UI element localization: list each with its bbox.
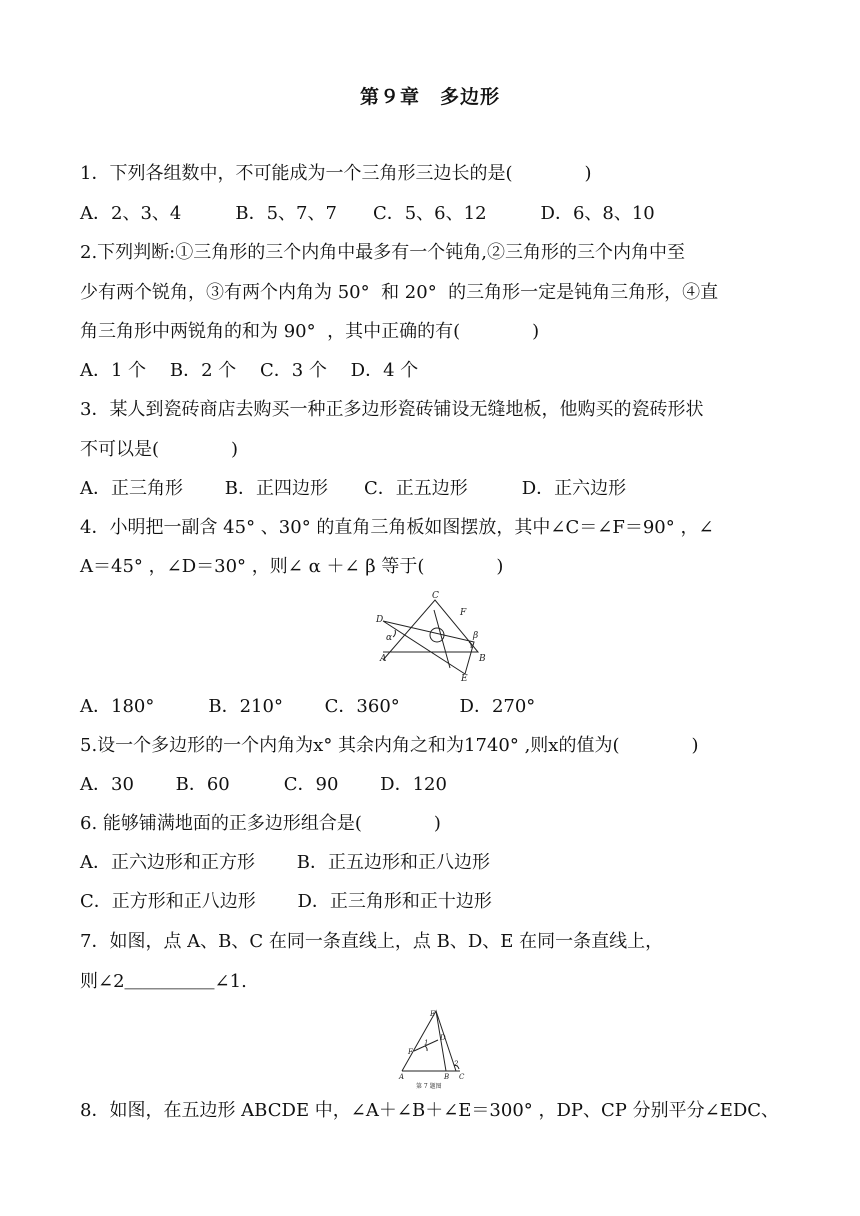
q6-options-row1: A．正六边形和正方形 B．正五边形和正八边形 [80,852,490,873]
fig4-label-e: E [461,674,468,684]
fig7-label-c: C [459,1073,465,1081]
q2-options: A．1 个 B．2 个 C．3 个 D．4 个 [80,360,419,381]
q7-stem-line1: 7．如图，点 A、B、C 在同一条直线上，点 B、D、E 在同一条直线上， [80,931,664,952]
fig7-caption: 第 7 题图 [416,1083,442,1090]
q7-triangle-figure [392,1007,472,1091]
q2-stem-line1: 2.下列判断:①三角形的三个内角中最多有一个钝角,②三角形的三个内角中至 [80,242,685,263]
fig4-label-c: C [432,591,439,601]
fig4-label-alpha: α [386,633,393,643]
fig4-label-beta: β [473,631,479,641]
fig7-label-e: E [430,1010,436,1018]
q1-stem: 1．下列各组数中，不可能成为一个三角形三边长的是( ) [80,163,592,184]
q4-options: A．180° B．210° C．360° D．270° [80,696,536,717]
q5-options: A．30 B．60 C．90 D．120 [80,774,447,795]
q1-options: A．2、3、4 B．5、7、7 C．5、6、12 D．6、8、10 [80,203,655,224]
q3-stem-line2: 不可以是( ) [80,439,239,460]
fig4-label-b: B [479,654,486,664]
chapter-title: 第９章 多边形 [359,86,500,108]
fig7-label-b: B [444,1073,450,1081]
fig4-label-f: F [460,608,467,618]
q4-stem-line2: A＝45° ，∠D＝30° ，则∠ α ＋∠ β 等于( ) [80,556,504,577]
q2-stem-line2: 少有两个锐角，③有两个内角为 50° 和 20° 的三角形一定是钝角三角形，④直 [80,282,719,303]
fig7-label-one: 1 [424,1039,429,1047]
q5-stem: 5.设一个多边形的一个内角为x° 其余内角之和为1740° ,则x的值为( ) [80,735,699,756]
fig4-label-a: A [380,654,387,664]
q8-stem: 8．如图，在五边形 ABCDE 中，∠A＋∠B＋∠E＝300° ，DP、CP 分别平分∠EDC、 [80,1100,780,1121]
q7-stem-line2: 则∠2＿＿＿＿＿∠1. [80,971,247,992]
q3-stem-line1: 3．某人到瓷砖商店去购买一种正多边形瓷砖铺设无缝地板，他购买的瓷砖形状 [80,399,704,420]
q4-stem-line1: 4．小明把一副含 45° 、30° 的直角三角板如图摆放，其中∠C＝∠F＝90° ，∠ [80,517,714,538]
q4-triangles-figure [368,588,494,684]
fig7-label-two: 2 [454,1060,459,1068]
fig7-label-a: A [399,1073,405,1081]
q3-options: A．正三角形 B．正四边形 C．正五边形 D．正六边形 [80,478,627,499]
q2-stem-line3: 角三角形中两锐角的和为 90° ，其中正确的有( ) [80,321,540,342]
fig7-label-d: D [440,1034,446,1042]
fig4-label-d: D [376,615,384,625]
q6-options-row2: C．正方形和正八边形 D．正三角形和正十边形 [80,891,492,912]
fig7-label-f: F [408,1048,413,1056]
q6-stem: 6. 能够铺满地面的正多边形组合是( ) [80,813,441,834]
